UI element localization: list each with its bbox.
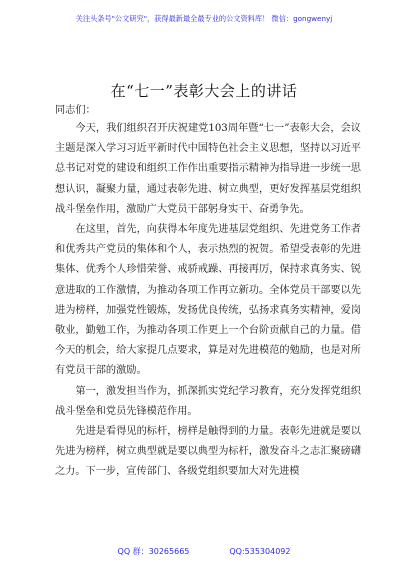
document-title: 在“七一”表彰大会上的讲话	[110, 82, 298, 100]
document-body	[55, 119, 361, 483]
header-promo-note: 关注头条号"公文研究"，获得最新最全最专业的公文资料库！ 微信：gongwenyj	[75, 14, 333, 23]
salutation: 同志们：	[55, 105, 96, 116]
footer-qq: QQ:535304092	[229, 547, 291, 556]
paragraph-4: 先进是看得见的标杆，榜样是触得到的力量。表彰先进就是要以先进为榜样，树立典型就是要以典型为标杆，激发奋斗之志汇聚磅礴之力。下一步，宣传部门、各级党组织要加大对先进模	[55, 426, 361, 478]
paragraph-1: 今天，我们组织召开庆祝建党103周年暨“七一”表彰大会，会议主题是深入学习习近平新时代中国特色社会主义思想，坚持以习近平总书记对党的建设和组织工作作出重要指示精神为指导进一步统一思想认识，凝聚力量，通过表彰先进、树立典型，更好发挥基层党组织战斗堡垒作用，激励广大党员干部躬身实干、奋勇争先。	[55, 123, 361, 215]
footer-qq-group: QQ 群：30265665	[117, 547, 190, 556]
paragraph-2: 在这里，首先，向获得本年度先进基层党组织、先进党务工作者和优秀共产党员的集体和个人，表示热烈的祝贺。希望受表彰的先进集体、优秀个人珍惜荣誉、戒骄戒躁、再接再厉，保持求真务实、锐意进取的工作激情，为推动各项工作再立新功。全体党员干部要以先进为榜样，加强党性锻炼，发扬优良传统，弘扬求真务实精神，爱岗敬业，勤勉工作，为推动各项工作更上一个台阶贡献自己的力量。借今天的机会，给大家提几点要求，算是对先进模范的勉励，也是对所有党员干部的激励。	[55, 224, 361, 377]
footer-contact	[0, 546, 408, 557]
paragraph-3: 第一，激发担当作为，抓深抓实党纪学习教育，充分发挥党组织战斗堡垒和党员先锋模范作用。	[55, 385, 361, 417]
